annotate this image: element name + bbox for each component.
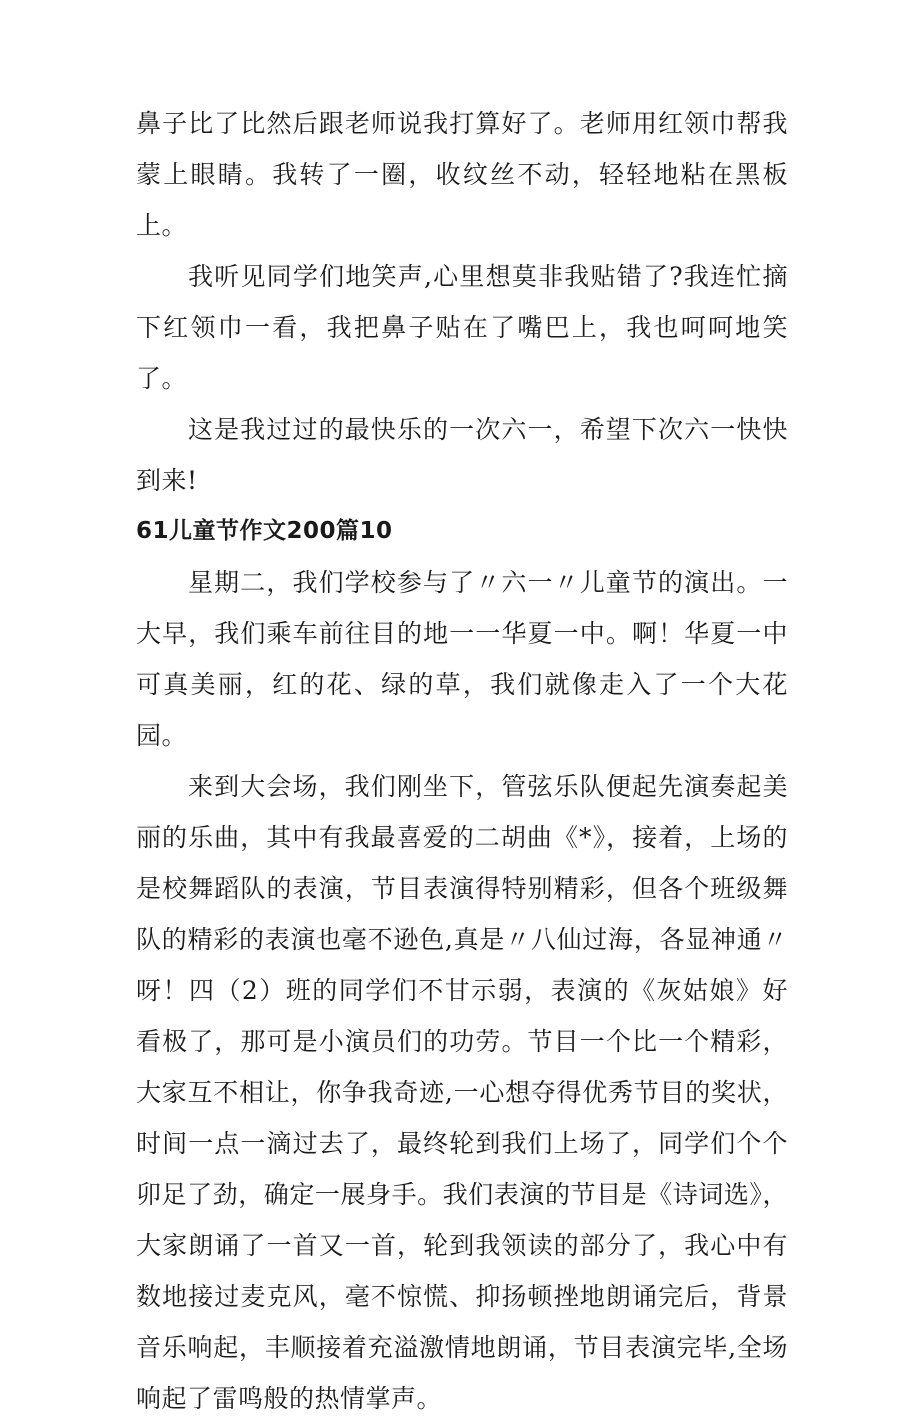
- paragraph-tuesday: 星期二，我们学校参与了〃六一〃儿童节的演出。一大早，我们乘车前往目的地一一华夏一中。啊！华夏一中可真美丽，红的花、绿的草，我们就像走入了一个大花园。: [136, 568, 788, 750]
- paragraph-laughter: 我听见同学们地笑声,心里想莫非我贴错了?我连忙摘下红领巾一看，我把鼻子贴在了嘴巴上，我也呵呵地笑了。: [136, 262, 788, 393]
- document-body: [136, 98, 788, 1424]
- section-heading: 61儿童节作文200篇10: [136, 518, 393, 544]
- paragraph-happiest-day: 这是我过过的最快乐的一次六一，希望下次六一快快到来!: [136, 415, 788, 495]
- paragraph-continued: 鼻子比了比然后跟老师说我打算好了。老师用红领巾帮我蒙上眼睛。我转了一圈，收纹丝不动，轻轻地粘在黑板上。: [136, 109, 788, 240]
- paragraph-performance: 来到大会场，我们刚坐下，管弦乐队便起先演奏起美丽的乐曲，其中有我最喜爱的二胡曲《*》，接着，上场的是校舞蹈队的表演，节目表演得特别精彩，但各个班级舞队的精彩的表演也毫不逊色,真是〃八仙过海，各显神通〃呀！四（2）班的同学们不甘示弱，表演的《灰姑娘》好看极了，那可是小演员们的功劳。节目一个比一个精彩，大家互不相让，你争我奇迹,一心想夺得优秀节目的奖状，时间一点一滴过去了，最终轮到我们上场了，同学们个个卯足了劲，确定一展身手。我们表演的节目是《诗词选》，大家朗诵了一首又一首，轮到我领读的部分了，我心中有数地接过麦克风，毫不惊慌、抑扬顿挫地朗诵完后，背景音乐响起，丰顺接着充溢激情地朗诵，节目表演完毕,全场响起了雷鸣般的热情掌声。: [136, 772, 788, 1413]
